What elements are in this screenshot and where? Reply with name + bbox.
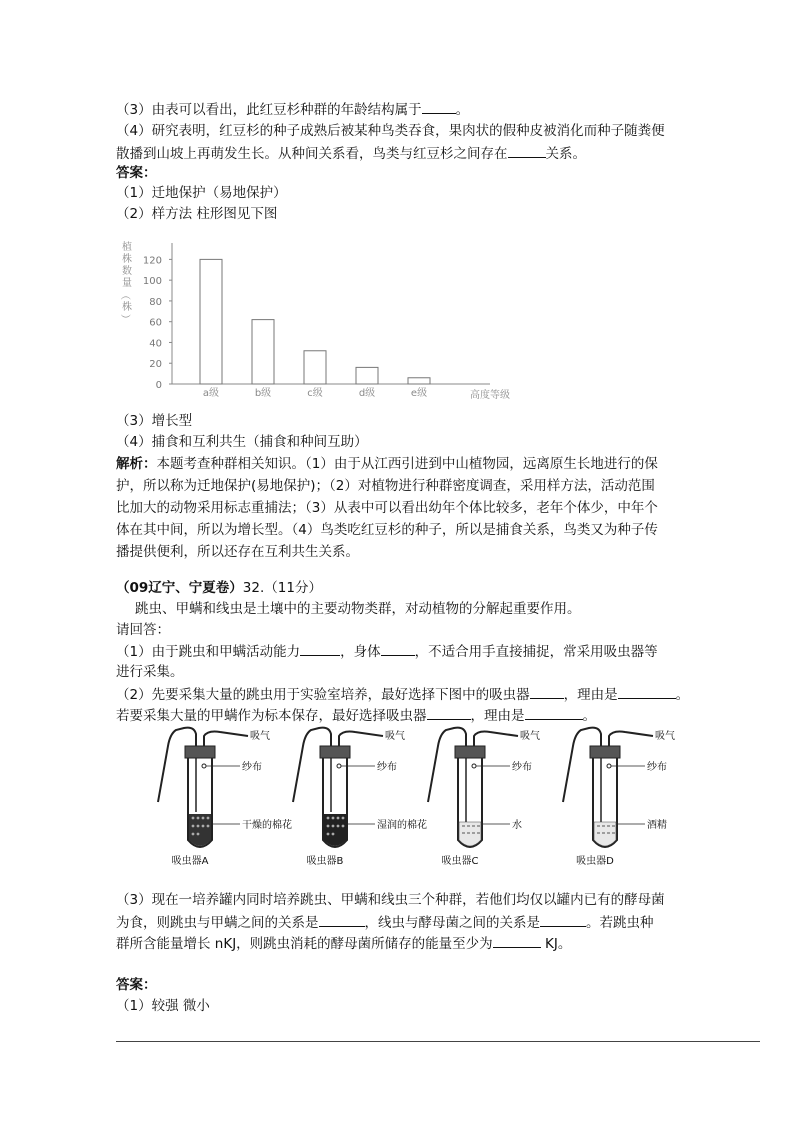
x-axis-label: 高度等级 (470, 390, 510, 401)
intake-pipe (428, 728, 466, 802)
q32-source: （09辽宁、宁夏卷） (116, 580, 243, 596)
y-axis-label: 株 (122, 302, 132, 313)
q32-2-text: ，理由是 (470, 708, 525, 724)
bar (252, 320, 274, 384)
q32-3-text: 。若跳虫种 (586, 915, 654, 931)
answer-blank (319, 912, 365, 927)
y-tick-label: 40 (149, 338, 162, 350)
gauze (202, 764, 206, 768)
aspirator-name: 吸虫器C (441, 856, 479, 867)
analysis-text: 本题考查种群相关知识。（1）由于从江西引进到中山植物园，远离原生长地进行的保 (156, 456, 658, 472)
answer-2: （2）样方法 柱形图见下图 (116, 206, 278, 222)
y-tick-label: 100 (142, 276, 162, 288)
answer-blank (540, 912, 586, 927)
analysis-line-4: 体在其中间，所以为增长型。（4）鸟类吃红豆杉的种子，所以是捕食关系，鸟类又为种子传 (116, 522, 658, 538)
answer-blank (422, 99, 456, 114)
suction-pipe (474, 732, 518, 747)
q32-2-text: 。 (675, 687, 690, 703)
q4-text: 散播到山坡上再萌发生长。从种间关系看，鸟类与红豆杉之间存在 (116, 146, 508, 162)
content-label: 湿润的棉花 (377, 820, 427, 831)
q32-1-text: ，身体 (340, 644, 381, 660)
content-label: 酒精 (647, 820, 667, 831)
q32-2-text: 若要采集大量的甲螨作为标本保存，最好选择吸虫器 (116, 708, 427, 724)
aspirator-c (428, 728, 540, 867)
cotton-dot (337, 825, 340, 828)
cotton-dot (192, 825, 195, 828)
analysis-line-5: 播提供便利，所以还存在互利共生关系。 (116, 544, 359, 560)
q3-text: （3）由表可以看出，此红豆杉种群的年龄结构属于 (116, 102, 422, 118)
gauze (472, 764, 476, 768)
cotton-dot (207, 825, 210, 828)
x-tick-label: d级 (358, 388, 376, 399)
air-label: 吸气 (520, 731, 540, 742)
y-tick-label: 60 (149, 317, 162, 329)
cotton-dot (332, 825, 335, 828)
cotton-dot (342, 817, 345, 820)
air-label: 吸气 (250, 731, 270, 742)
answer-label-2: 答案： (116, 977, 157, 993)
y-tick-label: 80 (149, 296, 162, 308)
gauze-label: 纱布 (647, 762, 667, 773)
q32-2-text: ，理由是 (563, 687, 618, 703)
air-label: 吸气 (655, 731, 675, 742)
content-label: 水 (512, 820, 522, 831)
q32-3-line1: （3）现在一培养罐内同时培养跳虫、甲螨和线虫三个种群，若他们均仅以罐内已有的酵母菌 (116, 892, 665, 908)
bar-chart (116, 226, 536, 406)
gauze-label: 纱布 (377, 762, 397, 773)
cotton-dot (197, 833, 200, 836)
answer-4: （4）捕食和互利共生（捕食和种间互助） (116, 434, 368, 450)
cotton-dot (197, 825, 200, 828)
y-tick-label: 20 (149, 359, 162, 371)
x-tick-label: a级 (202, 388, 220, 399)
answer-blank (427, 705, 471, 720)
answer-1: （1）迁地保护（易地保护） (116, 185, 287, 201)
q32-3-text: KJ。 (540, 936, 572, 952)
q3-line (116, 99, 469, 120)
answer-blank (530, 684, 564, 699)
bar (200, 259, 222, 384)
q32-1-text: （1）由于跳虫和甲螨活动能力 (116, 644, 301, 660)
stopper (185, 746, 215, 758)
q32-2-text: （2）先要采集大量的跳虫用于实验室培养，最好选择下图中的吸虫器 (116, 687, 530, 703)
answer-blank (381, 641, 415, 656)
aspirator-b (293, 728, 427, 867)
aspirator-figure (150, 722, 690, 872)
cotton-dot (342, 825, 345, 828)
cotton-dot (337, 817, 340, 820)
bar (356, 367, 378, 384)
stopper (455, 746, 485, 758)
cotton-dot (327, 817, 330, 820)
page-footer-rule (116, 1041, 760, 1042)
answer-blank (493, 933, 541, 948)
y-axis-label: 植 (122, 242, 132, 253)
bar (304, 351, 326, 384)
answer-blank (508, 143, 546, 158)
q32-2-text: 。 (582, 708, 596, 724)
gauze (607, 764, 611, 768)
q32-ask: 请回答： (116, 622, 170, 638)
answer-blank (300, 641, 340, 656)
cotton-dot (192, 833, 195, 836)
cotton-dot (207, 817, 210, 820)
y-axis-label: 数 (122, 266, 132, 277)
q32-3-line2 (116, 912, 654, 933)
content-label: 干燥的棉花 (242, 820, 292, 831)
analysis-line-1 (116, 454, 658, 474)
q32-3-text: 群所含能量增长 nKJ，则跳虫消耗的酵母菌所储存的能量至少为 (116, 936, 493, 952)
cotton-dot (332, 833, 335, 836)
aspirator-name: 吸虫器A (171, 856, 209, 867)
intake-pipe (563, 728, 601, 802)
q4-line2 (116, 143, 586, 164)
cotton-dot (332, 817, 335, 820)
aspirator-a (158, 728, 292, 867)
answer-blank (618, 684, 676, 699)
q32-1-line (116, 641, 658, 662)
y-axis-label: 量 (122, 278, 132, 289)
y-axis-label: （ (119, 290, 130, 300)
q4-line1: （4）研究表明，红豆杉的种子成熟后被某种鸟类吞食，果肉状的假种皮被消化而种子随粪便 (116, 123, 665, 139)
gauze-label: 纱布 (512, 762, 532, 773)
y-axis-label: ） (119, 314, 130, 324)
analysis-line-3: 比加大的动物采用标志重捕法；（3）从表中可以看出幼年个体比较多，老年个体少，中年个 (116, 500, 658, 516)
stopper (590, 746, 620, 758)
stopper (320, 746, 350, 758)
q32-3-text: ，线虫与酵母菌之间的关系是 (364, 915, 540, 931)
analysis-label: 解析： (116, 456, 157, 472)
q32-1-text: ，不适合用手直接捕捉，常采用吸虫器等 (414, 644, 658, 660)
aspirator-d (563, 728, 675, 867)
y-tick-label: 0 (155, 380, 162, 391)
q32-1-line2: 进行采集。 (116, 664, 184, 680)
answer-3: （3）增长型 (116, 413, 193, 429)
q32-3-line3 (116, 933, 571, 954)
cotton-dot (202, 817, 205, 820)
x-tick-label: b级 (254, 388, 272, 399)
cotton-dot (192, 817, 195, 820)
x-tick-label: e级 (410, 388, 428, 399)
q4-end: 关系。 (545, 146, 586, 162)
suction-pipe (204, 732, 248, 747)
cotton-dot (197, 817, 200, 820)
x-tick-label: c级 (307, 388, 323, 399)
gauze (337, 764, 341, 768)
aspirator-name: 吸虫器D (576, 856, 614, 867)
air-label: 吸气 (385, 731, 405, 742)
y-tick-label: 120 (142, 255, 162, 267)
y-axis-label: 株 (122, 254, 132, 265)
intake-pipe (293, 728, 331, 802)
suction-pipe (609, 732, 653, 747)
gauze-label: 纱布 (242, 762, 262, 773)
aspirator-name: 吸虫器B (306, 856, 344, 867)
q32-intro: 跳虫、甲螨和线虫是土壤中的主要动物类群，对动植物的分解起重要作用。 (135, 601, 581, 617)
intake-pipe (158, 728, 196, 802)
suction-pipe (339, 732, 383, 747)
q32-3-text: 为食，则跳虫与甲螨之间的关系是 (116, 915, 319, 931)
final-answer: （1）较强 微小 (116, 998, 210, 1014)
analysis-line-2: 护，所以称为迁地保护(易地保护)；（2）对植物进行种群密度调查，采用样方法，活动范围 (116, 478, 655, 494)
q32-number: 32.（11分） (242, 580, 322, 596)
answer-blank (525, 705, 583, 720)
bar (408, 378, 430, 384)
q3-end: 。 (455, 102, 470, 118)
cotton-dot (327, 833, 330, 836)
answer-label: 答案： (116, 165, 157, 181)
cotton-dot (202, 825, 205, 828)
q32-2-line (116, 684, 689, 705)
q32-heading (116, 578, 322, 598)
cotton-dot (327, 825, 330, 828)
